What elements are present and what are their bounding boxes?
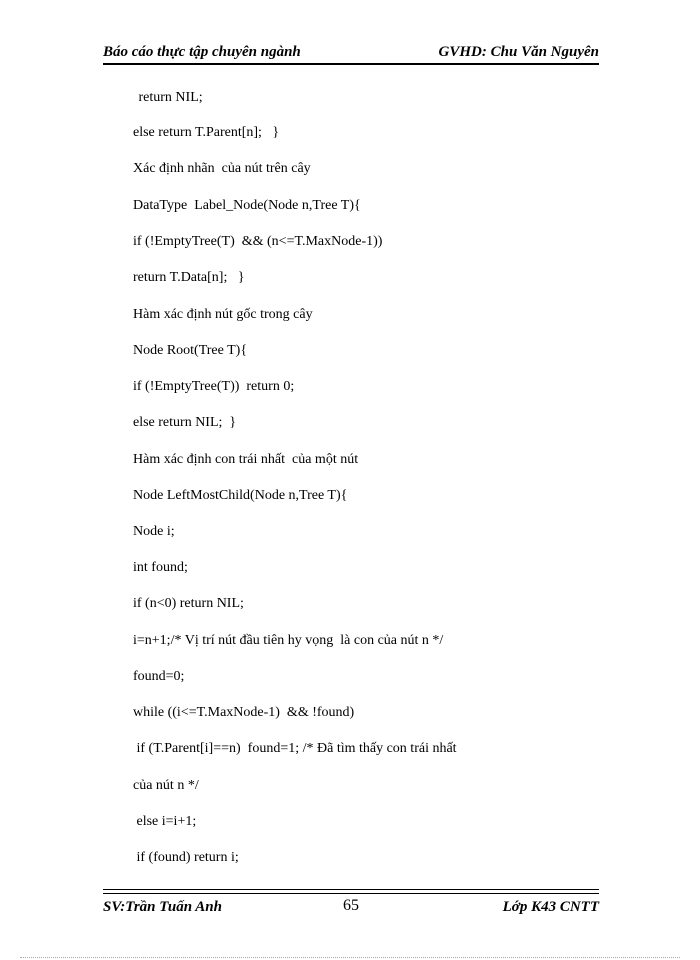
body-line: của nút n */ <box>133 778 199 793</box>
page-number: 65 <box>343 897 359 914</box>
page-header <box>103 40 599 64</box>
body-line: DataType Label_Node(Node n,Tree T){ <box>133 198 361 213</box>
page-footer <box>103 897 599 919</box>
body-line: Xác định nhãn của nút trên cây <box>133 161 311 176</box>
body-line: Hàm xác định nút gốc trong cây <box>133 307 313 322</box>
body-line: found=0; <box>133 669 185 684</box>
body-line: return NIL; <box>135 90 203 105</box>
body-line: return T.Data[n]; } <box>133 270 245 285</box>
header-report-title: Báo cáo thực tập chuyên ngành <box>103 44 301 60</box>
page-edge-divider <box>20 957 680 958</box>
header-rule <box>103 63 599 65</box>
body-line: else return T.Parent[n]; } <box>133 125 280 140</box>
body-line: if (n<0) return NIL; <box>133 596 244 611</box>
body-line: int found; <box>133 560 188 575</box>
body-line: Node Root(Tree T){ <box>133 343 248 358</box>
body-line: Node LeftMostChild(Node n,Tree T){ <box>133 488 348 503</box>
body-line: if (T.Parent[i]==n) found=1; /* Đã tìm thấy con trái nhất <box>133 741 457 756</box>
footer-rule <box>103 889 599 890</box>
body-line: while ((i<=T.MaxNode-1) && !found) <box>133 705 355 720</box>
body-line: i=n+1;/* Vị trí nút đầu tiên hy vọng là con của nút n */ <box>133 633 444 648</box>
footer-class: Lớp K43 CNTT <box>502 899 599 915</box>
body-line: Hàm xác định con trái nhất của một nút <box>133 452 359 467</box>
body-line: else return NIL; } <box>133 415 237 430</box>
body-line: if (!EmptyTree(T) && (n<=T.MaxNode-1)) <box>133 234 383 249</box>
header-supervisor: GVHD: Chu Văn Nguyên <box>438 44 599 60</box>
body-line: Node i; <box>133 524 175 539</box>
body-line: if (!EmptyTree(T)) return 0; <box>133 379 295 394</box>
body-line: if (found) return i; <box>133 850 239 865</box>
body-line: else i=i+1; <box>133 814 197 829</box>
footer-student: SV:Trần Tuấn Anh <box>103 899 222 915</box>
footer-rule <box>103 893 599 894</box>
